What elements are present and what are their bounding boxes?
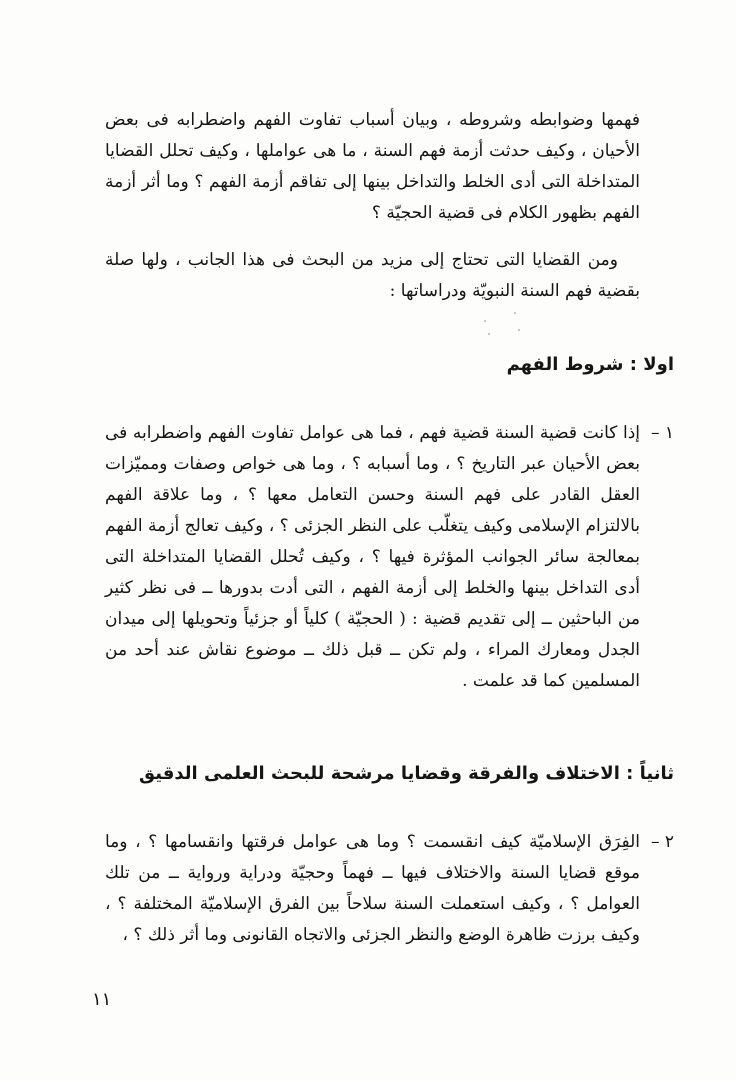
item-text: الفِرَق الإسلاميّة كيف انقسمت ؟ وما هى عوامل فرقتها وانقسامها ؟ ، وما موقع قضايا السنة والاختلاف فيها ــ فهماً وحجيّة ودراية ورواية ــ من تلك العوامل ؟ ، وكيف استعملت السنة سلاحاً بين الفرق الإسلاميّة المختلفة ؟ ، وكيف برزت ظاهرة الوضع والنظر الجزئى والاتجاه القانونى وما أثر ذلك ؟ ، <box>105 832 640 945</box>
section-heading-second: ثانياً : الاختلاف والفرقة وقضايا مرشحة للبحث العلمى الدقيق <box>139 763 674 784</box>
scan-speck <box>484 320 486 322</box>
page-number: ١١ <box>92 989 112 1010</box>
numbered-item <box>105 827 674 951</box>
section-heading-first: اولا : شروط الفهم <box>506 354 674 375</box>
item-text: إذا كانت قضية السنة قضية فهم ، فما هى عوامل تفاوت الفهم واضطرابه فى بعض الأحيان عبر التاريخ ؟ ، وما أسبابه ؟ ، وما هى خواص وصفات ومميّزات العقل القادر على فهم السنة وحسن التعامل معها ؟ ، وما علاقة الفهم بالالتزام الإسلامى وكيف يتغلّب على النظر الجزئى ؟ ، وكيف تعالج أزمة الفهم بمعالجة سائر الجوانب المؤثرة فيها ؟ ، وكيف تُحلل القضايا المتداخلة التى أدى التداخل بينها والخلط إلى أزمة الفهم ، التى أدت بدورها ــ فى نظر كثير من الباحثين ــ إلى تقديم قضية : ( الحجيّة ) كلياً أو جزئياً وتحويلها إلى ميدان الجدل ومعارك المراء ، ولم تكن ــ قبل ذلك ــ موضوع نقاش عند أحد من المسلمين كما قد علمت . <box>105 423 640 691</box>
scan-speck <box>514 312 516 314</box>
numbered-item <box>105 418 674 697</box>
item-number: ٢ – <box>650 832 674 852</box>
intro-paragraph: فهمها وضوابطه وشروطه ، وبيان أسباب تفاوت الفهم واضطرابه فى بعض الأحيان ، وكيف حدثت أزمة فهم السنة ، ما هى عواملها ، وكيف تحلل القضايا المتداخلة التى أدى الخلط والتداخل بينها إلى تفاقم أزمة الفهم ؟ وما أثر أزمة الفهم بظهور الكلام فى قضية الحجيّة ؟ <box>105 110 640 223</box>
scan-speck <box>518 329 520 331</box>
item-number: ١ – <box>650 423 674 443</box>
scan-speck <box>488 333 490 335</box>
transition-paragraph: ومن القضايا التى تحتاج إلى مزيد من البحث فى هذا الجانب ، ولها صلة بقضية فهم السنة النبويّة ودراساتها : <box>105 250 640 301</box>
